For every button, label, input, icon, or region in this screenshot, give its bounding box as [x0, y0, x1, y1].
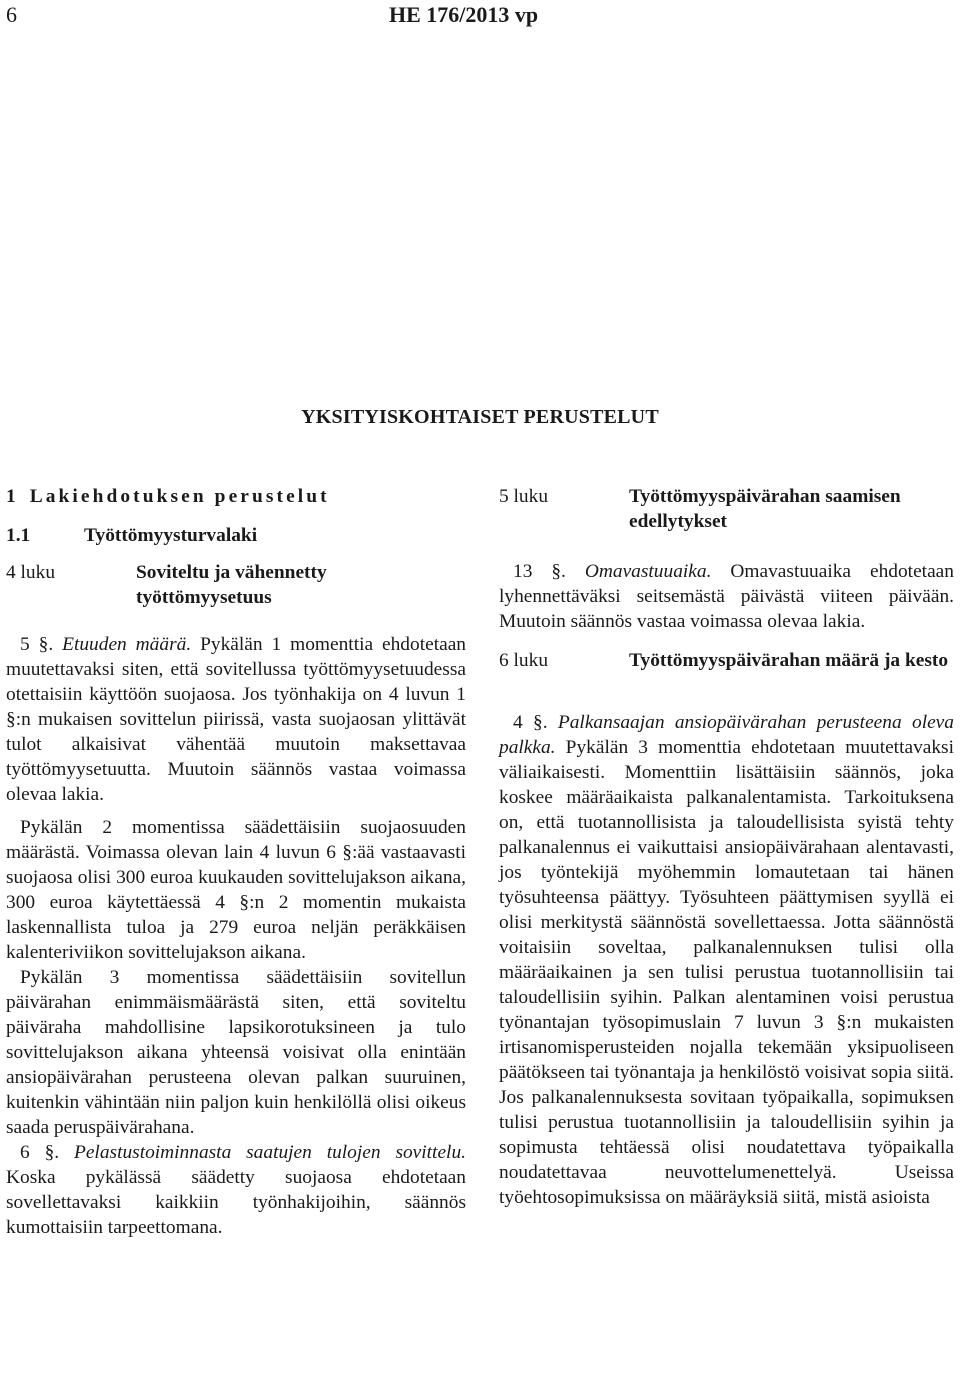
chapter-title: Työttömyyspäivärahan määrä ja kesto — [629, 650, 949, 671]
paragraph-text: Koska pykälässä säädetty suojaosa ehdotetaan sovellettavaksi kaikkiin työnhakijoihin, säännös kumottaisiin tarpeettomana. — [6, 1167, 466, 1238]
heading-1 — [6, 484, 466, 509]
chapter-label: 5 luku — [499, 486, 549, 507]
chapter-title: Soviteltu ja vähennetty työttömyysetuus — [136, 562, 327, 608]
heading-2-number: 1.1 — [6, 525, 31, 546]
right-column — [499, 484, 954, 1210]
chapter-heading — [499, 648, 954, 673]
paragraph-text: Pykälän 3 momenttia ehdotetaan muutettavaksi väliaikaisesti. Momenttiin lisättäisiin säännös, joka koskee määräaikaista palkanalentamista. Tarkoituksena on, että tuotannollisista ja taloudellisista syistä tehty palkanalennus ei vaikuttaisi ansiopäivärahaan alentavasti, jos työntekijä myöhemmin lomautetaan tai hänen työsuhteensa päättyy. Työsuhteen päättymisen syyllä ei olisi merkitystä säännöstä sovellettaessa. Jotta säännöstä voitaisiin soveltaa, palkanalennuksen tulisi olla määräaikainen ja sen tulisi perustua tuotannollisiin tai taloudellisiin syihin. Palkan alentaminen voisi perustua työnantajan työsopimuslain 7 luvun 3 §:n mukaisten irtisanomisperusteiden nojalla tekemään yksipuoliseen päätökseen tai työnantaja ja henkilöstö voisivat sopia siitä. Jos palkanalennuksesta sovitaan työpaikalla, sopimuksen tulisi perustua tuotannollisiin ja taloudellisiin syihin ja sopimusta tehtäessä olisi noudatettava työpaikalla noudatettavaa neuvottelumenettelyä. Useissa työehtosopimuksissa on määräyksiä siitä, mistä asioista — [499, 737, 954, 1208]
section-number: 5 §. — [20, 634, 54, 655]
paragraph — [499, 710, 954, 1210]
section-heading: Etuuden määrä. — [62, 634, 192, 655]
heading-2 — [6, 523, 466, 548]
chapter-heading — [499, 484, 954, 534]
section-heading: Pelastustoiminnasta saatujen tulojen sovittelu. — [73, 1142, 466, 1163]
heading-1-number: 1 — [6, 486, 16, 507]
chapter-label: 6 luku — [499, 650, 549, 671]
document-id: HE 176/2013 vp — [389, 2, 539, 27]
paragraph — [6, 1140, 466, 1240]
left-column — [6, 484, 466, 1240]
section-number: 13 §. — [513, 561, 566, 582]
chapter-label: 4 luku — [6, 562, 56, 583]
chapter-title: Työttömyyspäivärahan saamisen edellytykset — [629, 486, 901, 532]
page-header — [0, 0, 960, 40]
section-number: 4 §. — [513, 712, 548, 733]
paragraph-text: Omavastuuaika ehdotetaan lyhennettäväksi seitsemästä päivästä viiteen päivään. Muutoin säännös vastaa voimassa olevaa lakia. — [499, 561, 954, 632]
heading-1-text: Lakiehdotuksen perustelut — [29, 486, 330, 507]
page-number: 6 — [6, 2, 17, 27]
section-heading: Omavastuuaika. — [584, 561, 712, 582]
section-number: 6 §. — [20, 1142, 60, 1163]
chapter-heading — [6, 560, 466, 610]
paragraph: Pykälän 3 momentissa säädettäisiin sovitellun päivärahan enimmäismäärästä siten, että soviteltu päiväraha mahdollisine lapsikorotuksineen ja tulo sovittelujakson aikana yhteensä voisivat olla enintään ansiopäivärahan perusteena olevan palkan suuruinen, kuitenkin vähintään niin paljon kuin henkilöllä olisi oikeus saada peruspäivärahana. — [6, 967, 466, 1138]
heading-2-text: Työttömyysturvalaki — [84, 525, 258, 546]
paragraph — [499, 559, 954, 634]
section-title: YKSITYISKOHTAISET PERUSTELUT — [301, 406, 659, 428]
paragraph: Pykälän 2 momentissa säädettäisiin suojaosuuden määrästä. Voimassa olevan lain 4 luvun 6 §:ää vastaavasti suojaosa olisi 300 euroa kuukauden sovittelujakson aikana, 300 euroa käytettäessä 4 §:n 2 momentin mukaista laskennallista tuloa ja 279 euroa neljän peräkkäisen kalenteriviikon sovittelujakson aikana. — [6, 817, 466, 963]
section-heading: Palkansaajan ansiopäivärahan perusteena oleva palkka. — [499, 712, 954, 758]
paragraph — [6, 632, 466, 807]
paragraph-text: Pykälän 1 momenttia ehdotetaan muutettavaksi siten, että sovitellussa työttömyysetuudessa otettaisiin käyttöön suojaosa. Jos työnhakija on 4 luvun 1 §:n mukaisen sovittelun piirissä, vasta suojaosan ylittävät tulot alkaisivat vähentää muutoin maksettavaa työttömyysetuutta. Muutoin säännös vastaa voimassa olevaa lakia. — [6, 634, 466, 805]
